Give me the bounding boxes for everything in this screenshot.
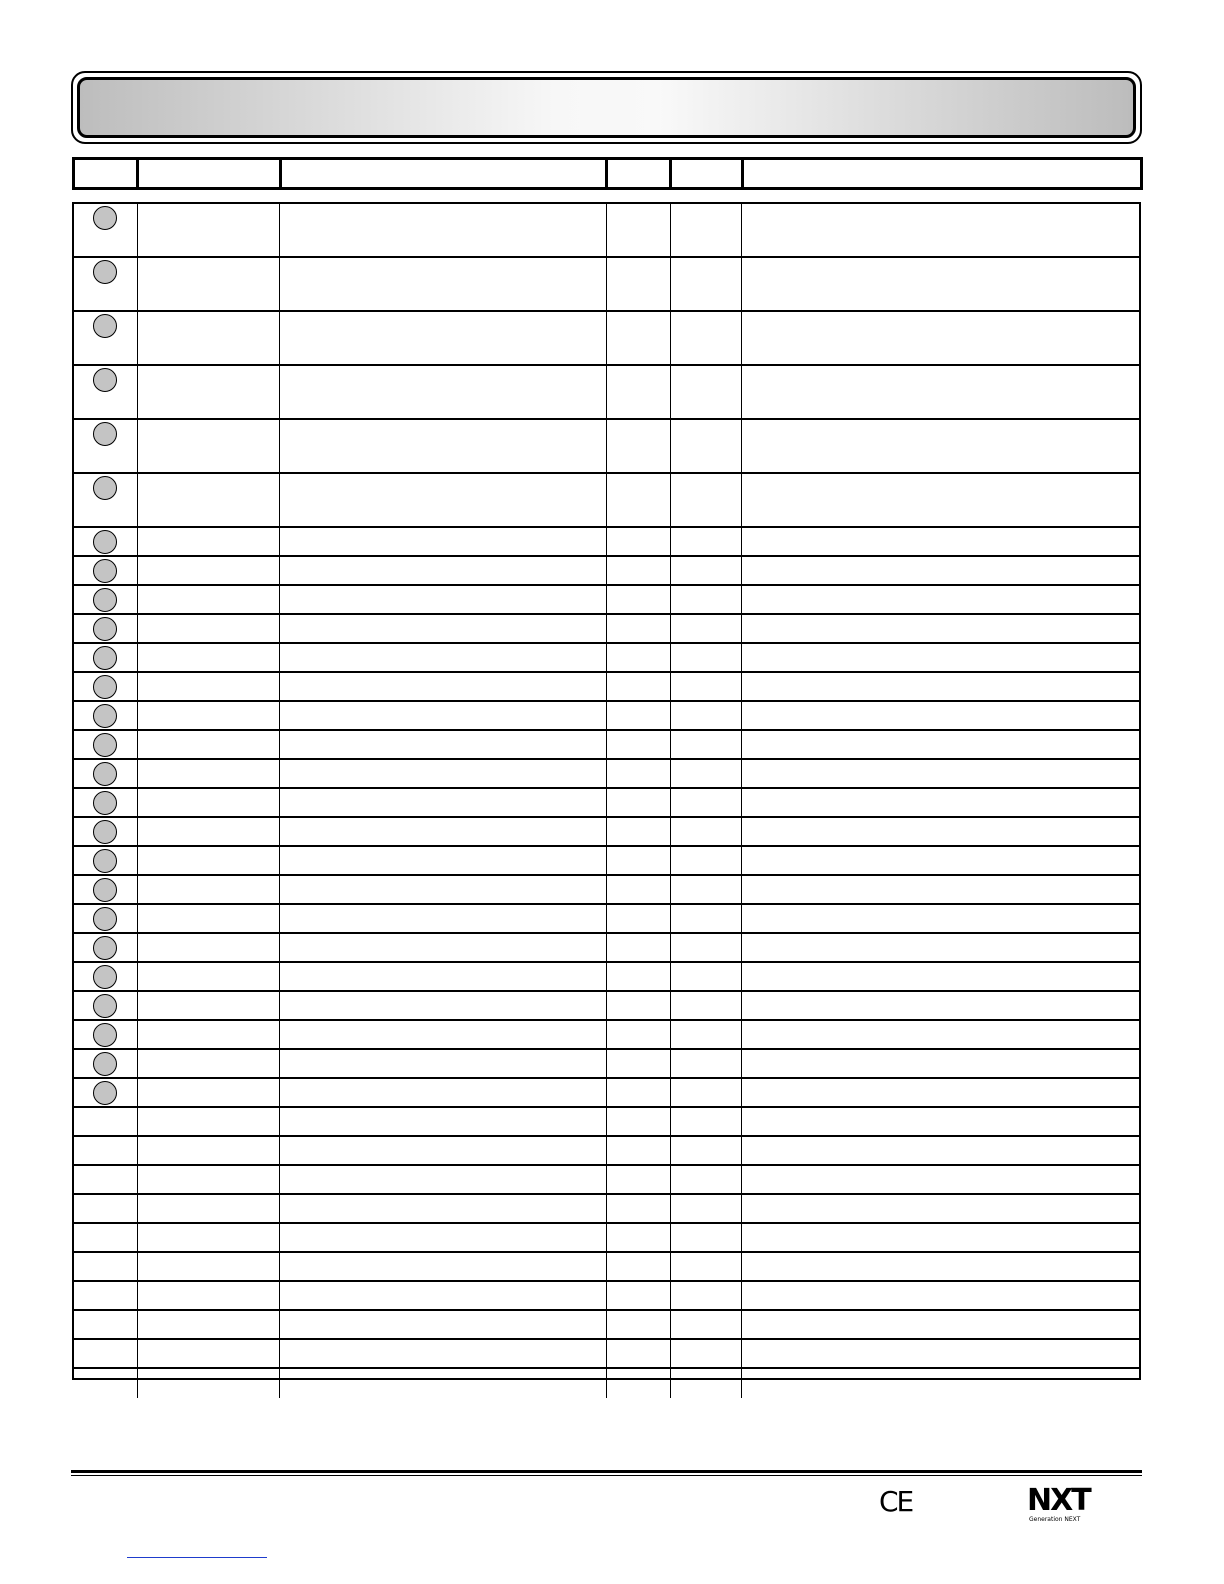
table-cell	[280, 1340, 607, 1367]
callout-circle-icon	[93, 936, 117, 960]
table-cell	[607, 1195, 671, 1222]
table-row	[74, 312, 1139, 366]
table-cell	[671, 366, 742, 418]
table-cell	[280, 992, 607, 1019]
table-row	[74, 1282, 1139, 1311]
row-marker-cell	[74, 312, 138, 364]
table-cell	[607, 1079, 671, 1106]
table-cell	[607, 702, 671, 729]
table-cell	[742, 1369, 1139, 1398]
table-cell	[138, 789, 280, 816]
table-cell	[607, 963, 671, 990]
table-cell	[742, 1137, 1139, 1164]
table-cell	[607, 366, 671, 418]
table-cell	[671, 818, 742, 845]
table-cell	[280, 1224, 607, 1251]
table-cell	[607, 557, 671, 584]
table-header	[72, 157, 1143, 190]
table-cell	[671, 312, 742, 364]
nxt-logo-text: NXT	[1027, 1483, 1090, 1518]
table-cell	[280, 1079, 607, 1106]
table-cell	[280, 557, 607, 584]
table-cell	[280, 1253, 607, 1280]
table-cell	[280, 366, 607, 418]
table-cell	[607, 789, 671, 816]
row-marker-cell	[74, 673, 138, 700]
table-cell	[607, 1253, 671, 1280]
table-cell	[280, 474, 607, 526]
table-cell	[607, 905, 671, 932]
table-row	[74, 1253, 1139, 1282]
nxt-logo	[1027, 1483, 1090, 1526]
row-marker-cell	[74, 1108, 138, 1135]
table-cell	[280, 420, 607, 472]
table-cell	[742, 702, 1139, 729]
table-cell	[671, 644, 742, 671]
table-cell	[671, 702, 742, 729]
table-cell	[671, 557, 742, 584]
table-cell	[138, 731, 280, 758]
row-marker-cell	[74, 1195, 138, 1222]
table-row	[74, 644, 1139, 673]
table-row	[74, 1340, 1139, 1369]
table-cell	[138, 1224, 280, 1251]
table-cell	[138, 586, 280, 613]
table-cell	[138, 1282, 280, 1309]
row-marker-cell	[74, 204, 138, 256]
table-cell	[280, 312, 607, 364]
table-cell	[280, 905, 607, 932]
table-cell	[607, 876, 671, 903]
callout-circle-icon	[93, 675, 117, 699]
table-cell	[280, 586, 607, 613]
table-cell	[280, 789, 607, 816]
table-cell	[671, 615, 742, 642]
table-cell	[607, 731, 671, 758]
table-cell	[742, 644, 1139, 671]
table-row	[74, 474, 1139, 528]
table-cell	[607, 992, 671, 1019]
table-cell	[671, 204, 742, 256]
callout-circle-icon	[93, 588, 117, 612]
table-row	[74, 615, 1139, 644]
table-row	[74, 366, 1139, 420]
callout-circle-icon	[93, 733, 117, 757]
table-cell	[138, 876, 280, 903]
table-cell	[671, 1137, 742, 1164]
table-cell	[607, 474, 671, 526]
table-cell	[607, 1311, 671, 1338]
table-cell	[138, 1253, 280, 1280]
row-marker-cell	[74, 366, 138, 418]
table-cell	[607, 204, 671, 256]
table-cell	[742, 731, 1139, 758]
table-cell	[138, 934, 280, 961]
callout-circle-icon	[93, 617, 117, 641]
table-cell	[138, 818, 280, 845]
row-marker-cell	[74, 818, 138, 845]
page-title	[80, 80, 1133, 135]
table-row	[74, 1050, 1139, 1079]
table-row	[74, 876, 1139, 905]
row-marker-cell	[74, 586, 138, 613]
header-cell	[75, 160, 139, 187]
callout-circle-icon	[93, 820, 117, 844]
table-cell	[138, 1137, 280, 1164]
table-row	[74, 1195, 1139, 1224]
table-cell	[742, 1166, 1139, 1193]
table-row	[74, 1224, 1139, 1253]
table-cell	[280, 818, 607, 845]
callout-circle-icon	[93, 907, 117, 931]
table-cell	[280, 1050, 607, 1077]
table-cell	[138, 644, 280, 671]
table-cell	[671, 760, 742, 787]
table-cell	[607, 1166, 671, 1193]
row-marker-cell	[74, 847, 138, 874]
table-row	[74, 789, 1139, 818]
table-cell	[280, 258, 607, 310]
table-cell	[607, 1108, 671, 1135]
table-cell	[607, 1224, 671, 1251]
table-cell	[138, 474, 280, 526]
table-cell	[742, 1021, 1139, 1048]
callout-circle-icon	[93, 368, 117, 392]
table-cell	[671, 1021, 742, 1048]
row-marker-cell	[74, 1224, 138, 1251]
callout-circle-icon	[93, 1052, 117, 1076]
table-cell	[138, 1079, 280, 1106]
table-cell	[138, 905, 280, 932]
callout-circle-icon	[93, 476, 117, 500]
table-row	[74, 934, 1139, 963]
table-cell	[671, 934, 742, 961]
table-cell	[671, 528, 742, 555]
table-cell	[671, 963, 742, 990]
table-row	[74, 1021, 1139, 1050]
header-cell	[139, 160, 282, 187]
table-row	[74, 1166, 1139, 1195]
table-cell	[138, 366, 280, 418]
table-cell	[742, 847, 1139, 874]
table-cell	[607, 1369, 671, 1398]
table-cell	[138, 1340, 280, 1367]
table-cell	[280, 673, 607, 700]
table-row	[74, 528, 1139, 557]
table-cell	[671, 586, 742, 613]
table-row	[74, 204, 1139, 258]
table-cell	[742, 1224, 1139, 1251]
callout-circle-icon	[93, 206, 117, 230]
row-marker-cell	[74, 702, 138, 729]
table-cell	[138, 1195, 280, 1222]
table-cell	[138, 673, 280, 700]
table-cell	[742, 1311, 1139, 1338]
callout-circle-icon	[93, 878, 117, 902]
row-marker-cell	[74, 963, 138, 990]
callout-circle-icon	[93, 704, 117, 728]
table-row	[74, 818, 1139, 847]
callout-circle-icon	[93, 422, 117, 446]
table-cell	[280, 1021, 607, 1048]
callout-circle-icon	[93, 260, 117, 284]
table-cell	[607, 934, 671, 961]
table-cell	[742, 1079, 1139, 1106]
table-cell	[671, 1166, 742, 1193]
table-row	[74, 673, 1139, 702]
table-row	[74, 992, 1139, 1021]
footer-rule-thick	[71, 1470, 1142, 1473]
table-cell	[138, 615, 280, 642]
table-cell	[138, 1050, 280, 1077]
table-cell	[742, 934, 1139, 961]
footer-rule-thin	[71, 1475, 1142, 1476]
row-marker-cell	[74, 1137, 138, 1164]
table-cell	[742, 1050, 1139, 1077]
row-marker-cell	[74, 1021, 138, 1048]
table-row	[74, 1108, 1139, 1137]
table-row	[74, 847, 1139, 876]
table-cell	[607, 420, 671, 472]
table-cell	[280, 934, 607, 961]
table-cell	[607, 615, 671, 642]
table-row	[74, 731, 1139, 760]
row-marker-cell	[74, 1079, 138, 1106]
row-marker-cell	[74, 934, 138, 961]
table-cell	[671, 258, 742, 310]
row-marker-cell	[74, 1253, 138, 1280]
table-cell	[742, 760, 1139, 787]
table-cell	[671, 992, 742, 1019]
table-cell	[607, 644, 671, 671]
table-cell	[742, 204, 1139, 256]
table-cell	[138, 847, 280, 874]
table-cell	[280, 1137, 607, 1164]
table-cell	[671, 1340, 742, 1367]
table-cell	[138, 963, 280, 990]
row-marker-cell	[74, 258, 138, 310]
table-cell	[671, 789, 742, 816]
table-row	[74, 258, 1139, 312]
table-cell	[742, 557, 1139, 584]
row-marker-cell	[74, 644, 138, 671]
table-cell	[280, 1369, 607, 1398]
table-cell	[138, 258, 280, 310]
table-cell	[671, 1079, 742, 1106]
row-marker-cell	[74, 1369, 138, 1398]
table-cell	[742, 528, 1139, 555]
table-cell	[138, 1021, 280, 1048]
row-marker-cell	[74, 615, 138, 642]
table-cell	[280, 204, 607, 256]
table-cell	[742, 876, 1139, 903]
callout-circle-icon	[93, 314, 117, 338]
table-cell	[280, 615, 607, 642]
table-cell	[607, 1340, 671, 1367]
table-row	[74, 963, 1139, 992]
table-cell	[138, 528, 280, 555]
table-cell	[138, 420, 280, 472]
table-row	[74, 586, 1139, 615]
header-cell	[744, 160, 1140, 187]
row-marker-cell	[74, 905, 138, 932]
table-cell	[280, 847, 607, 874]
table-cell	[742, 1340, 1139, 1367]
footer-link[interactable]	[127, 1557, 267, 1558]
table-cell	[280, 1166, 607, 1193]
callout-circle-icon	[93, 791, 117, 815]
table-cell	[742, 474, 1139, 526]
row-marker-cell	[74, 557, 138, 584]
table-cell	[607, 586, 671, 613]
parts-table	[72, 202, 1141, 1380]
table-row	[74, 760, 1139, 789]
table-row	[74, 557, 1139, 586]
table-cell	[280, 1108, 607, 1135]
callout-circle-icon	[93, 965, 117, 989]
table-cell	[138, 992, 280, 1019]
table-cell	[138, 312, 280, 364]
table-cell	[280, 1195, 607, 1222]
table-cell	[742, 673, 1139, 700]
table-cell	[671, 1195, 742, 1222]
table-cell	[671, 1050, 742, 1077]
row-marker-cell	[74, 1340, 138, 1367]
table-cell	[742, 905, 1139, 932]
table-cell	[138, 1369, 280, 1398]
table-cell	[742, 1195, 1139, 1222]
table-cell	[280, 963, 607, 990]
row-marker-cell	[74, 528, 138, 555]
table-cell	[607, 528, 671, 555]
table-cell	[671, 1108, 742, 1135]
nxt-logo-tagline: Generation NEXT	[1029, 1516, 1081, 1523]
table-row	[74, 905, 1139, 934]
table-cell	[671, 731, 742, 758]
table-cell	[742, 1282, 1139, 1309]
table-cell	[280, 731, 607, 758]
table-cell	[607, 312, 671, 364]
table-cell	[742, 586, 1139, 613]
table-row	[74, 1137, 1139, 1166]
table-cell	[671, 1311, 742, 1338]
table-cell	[138, 1311, 280, 1338]
header-cell	[282, 160, 608, 187]
table-cell	[607, 1282, 671, 1309]
table-row	[74, 702, 1139, 731]
table-cell	[742, 818, 1139, 845]
callout-circle-icon	[93, 1081, 117, 1105]
table-cell	[607, 1137, 671, 1164]
table-cell	[742, 615, 1139, 642]
row-marker-cell	[74, 760, 138, 787]
row-marker-cell	[74, 1311, 138, 1338]
table-cell	[138, 557, 280, 584]
title-banner-inner	[77, 77, 1136, 138]
table-cell	[742, 1108, 1139, 1135]
callout-circle-icon	[93, 762, 117, 786]
row-marker-cell	[74, 876, 138, 903]
table-cell	[280, 702, 607, 729]
row-marker-cell	[74, 1050, 138, 1077]
callout-circle-icon	[93, 1023, 117, 1047]
callout-circle-icon	[93, 994, 117, 1018]
table-cell	[742, 366, 1139, 418]
row-marker-cell	[74, 1166, 138, 1193]
table-cell	[607, 760, 671, 787]
table-cell	[742, 963, 1139, 990]
table-cell	[671, 474, 742, 526]
table-cell	[671, 1224, 742, 1251]
table-cell	[280, 1311, 607, 1338]
callout-circle-icon	[93, 559, 117, 583]
row-marker-cell	[74, 992, 138, 1019]
table-cell	[607, 1021, 671, 1048]
table-cell	[742, 1253, 1139, 1280]
table-cell	[607, 1050, 671, 1077]
table-cell	[671, 1369, 742, 1398]
table-row	[74, 1369, 1139, 1398]
table-cell	[671, 1253, 742, 1280]
table-cell	[671, 673, 742, 700]
table-cell	[742, 312, 1139, 364]
table-row	[74, 1311, 1139, 1340]
table-cell	[280, 1282, 607, 1309]
table-cell	[280, 644, 607, 671]
table-cell	[138, 1108, 280, 1135]
header-cell	[608, 160, 672, 187]
table-cell	[671, 847, 742, 874]
table-cell	[138, 702, 280, 729]
table-cell	[280, 760, 607, 787]
table-cell	[607, 818, 671, 845]
row-marker-cell	[74, 789, 138, 816]
table-row	[74, 420, 1139, 474]
callout-circle-icon	[93, 849, 117, 873]
table-cell	[607, 258, 671, 310]
header-cell	[672, 160, 744, 187]
table-cell	[138, 1166, 280, 1193]
table-cell	[671, 876, 742, 903]
table-cell	[742, 420, 1139, 472]
table-cell	[671, 1282, 742, 1309]
row-marker-cell	[74, 474, 138, 526]
table-cell	[607, 673, 671, 700]
callout-circle-icon	[93, 646, 117, 670]
table-cell	[742, 992, 1139, 1019]
table-row	[74, 1079, 1139, 1108]
table-cell	[671, 420, 742, 472]
ce-mark-logo: CE	[879, 1485, 913, 1518]
table-cell	[280, 528, 607, 555]
callout-circle-icon	[93, 530, 117, 554]
table-cell	[138, 760, 280, 787]
row-marker-cell	[74, 731, 138, 758]
row-marker-cell	[74, 420, 138, 472]
table-cell	[138, 204, 280, 256]
row-marker-cell	[74, 1282, 138, 1309]
table-cell	[280, 876, 607, 903]
table-cell	[671, 905, 742, 932]
table-cell	[742, 258, 1139, 310]
title-banner	[71, 71, 1142, 144]
table-cell	[742, 789, 1139, 816]
table-cell	[607, 847, 671, 874]
